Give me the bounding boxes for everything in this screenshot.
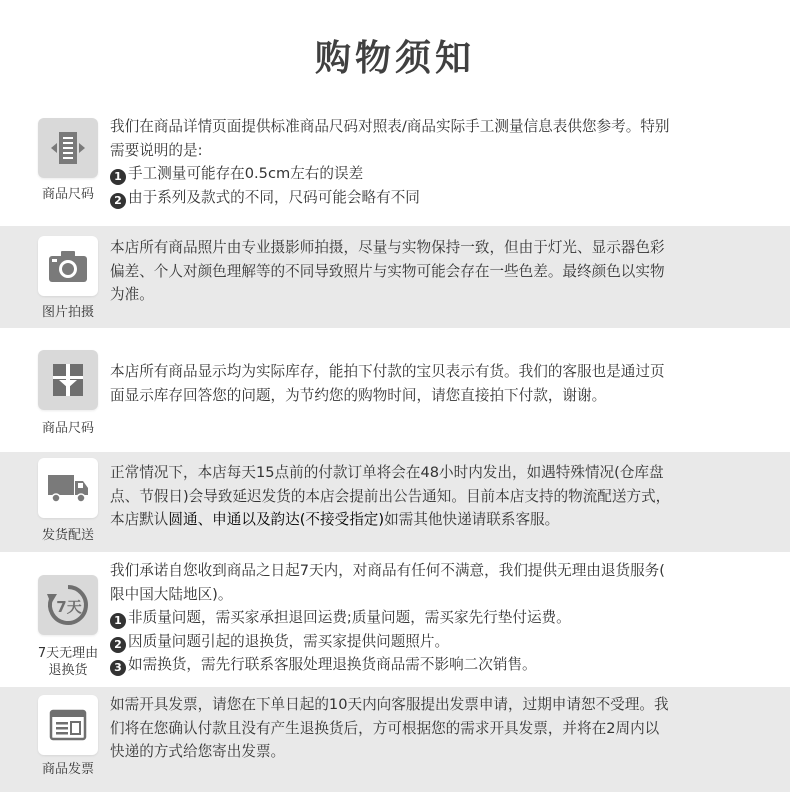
photography-label: 图片拍摄 [41, 305, 94, 320]
size-chart-label: 商品尺码 [41, 187, 94, 202]
default-couriers: 圆通、申通以及韵达(不接受指定) [168, 511, 385, 528]
size-chart-icon-box [38, 118, 98, 178]
returns-label: 7天无理由 退换货 [37, 646, 99, 678]
seven-day-return-icon [45, 582, 91, 628]
number-badge: 3 [110, 660, 126, 676]
section-size-chart [0, 110, 790, 220]
number-badge: 2 [110, 193, 126, 209]
stock-icon-box [38, 350, 98, 410]
shipping-label: 发货配送 [41, 528, 94, 543]
number-badge: 1 [110, 613, 126, 629]
photography-text: 本店所有商品照片由专业摄影师拍摄，尽量与实物保持一致，但由于灯光、显示器色彩 偏差、个人对颜色理解等的不同导致照片与实物可能会存在一些色差。最终颜色以实物 为准。 [110, 239, 665, 303]
stock-text: 本店所有商品显示均为实际库存，能拍下付款的宝贝表示有货。我们的客服也是通过页 面显示库存回答您的问题，为节约您的购物时间，请您直接拍下付款，谢谢。 [110, 363, 665, 404]
returns-text: 我们承诺自您收到商品之日起7天内，对商品有任何不满意，我们提供无理由退货服务( 限中国大陆地区)。 1 非质量问题，需买家承担退回运费;质量问题，需买家先行垫付运费。 2 因质量问题引起的退换货，需买家提供问题照片。 3 如需换货，需先行联系客服处理退换货商品需不影响二次销售。 [110, 562, 665, 674]
invoice-label: 商品发票 [41, 762, 94, 777]
page-title: 购物须知 [314, 37, 475, 79]
invoice-text: 如需开具发票，请您在下单日起的10天内向客服提出发票申请，过期申请恕不受理。我 们将在您确认付款且没有产生退换货后，方可根据您的需求开具发票，并将在2周内以 快递的方式给您寄出发票。 [110, 696, 669, 760]
stock-label: 商品尺码 [41, 421, 94, 436]
svg-text:7天: 7天 [56, 598, 82, 616]
section-invoice [0, 687, 790, 792]
shipping-text: 正常情况下，本店每天15点前的付款订单将会在48小时内发出，如遇特殊情况(仓库盘 点、节假日)会导致延迟发货的本店会提前出公告通知。目前本店支持的物流配送方式， 本店默认圆通、申通以及韵达(不接受指定)如需其他快递请联系客服。 [110, 464, 671, 528]
section-returns [0, 555, 790, 683]
section-photography [0, 226, 790, 328]
shipping-icon-box [38, 458, 98, 518]
camera-icon [47, 248, 89, 284]
photography-icon-box [38, 236, 98, 296]
truck-icon [46, 471, 90, 505]
number-badge: 1 [110, 169, 126, 185]
section-stock [0, 345, 790, 445]
number-badge: 2 [110, 637, 126, 653]
ruler-icon [48, 128, 88, 168]
section-shipping [0, 452, 790, 552]
invoice-icon [48, 708, 88, 742]
returns-icon-box [38, 575, 98, 635]
box-icon [49, 360, 87, 400]
size-chart-text: 我们在商品详情页面提供标准商品尺码对照表/商品实际手工测量信息表供您参考。特别 需要说明的是: 1 手工测量可能存在0.5cm左右的误差 2 由于系列及款式的不同，尺码可能会略有不同 [110, 118, 670, 207]
invoice-icon-box [38, 695, 98, 755]
